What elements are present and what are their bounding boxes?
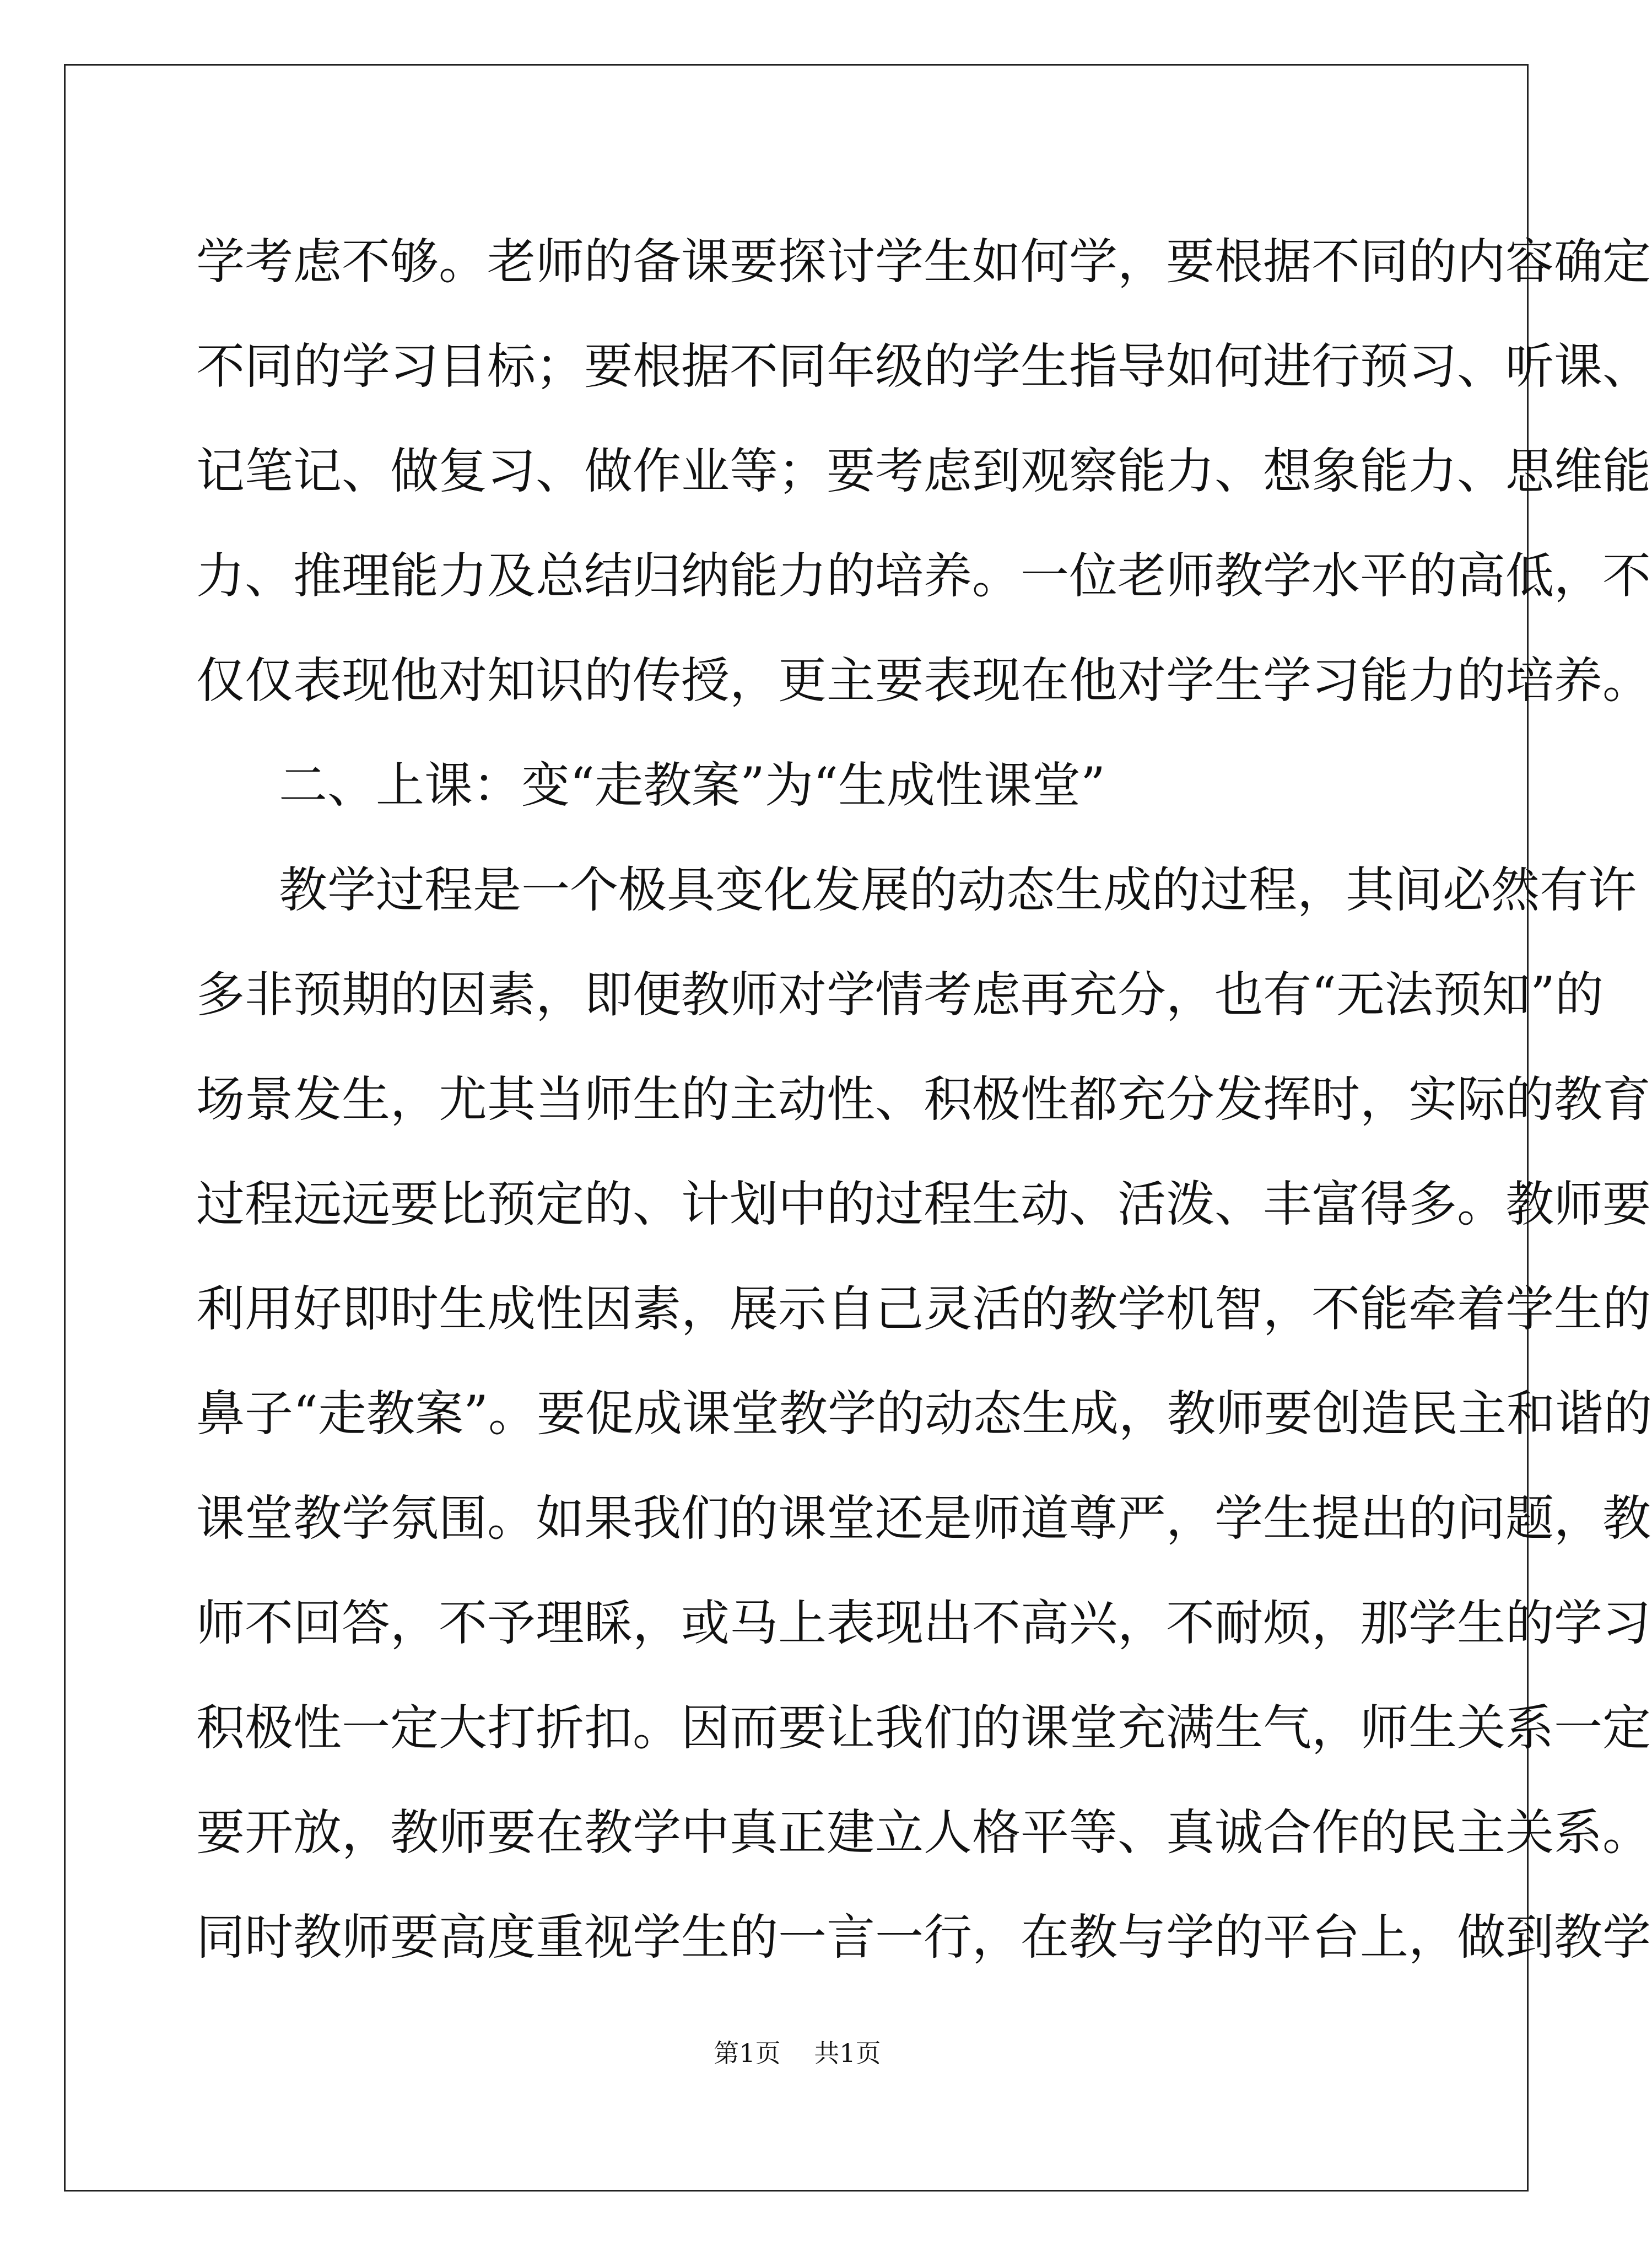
text-line: 力、推理能力及总结归纳能力的培养。一位老师教学水平的高低，不 — [196, 547, 1651, 604]
text-line: 鼻子“走教案”。要促成课堂教学的动态生成，教师要创造民主和谐的 — [196, 1385, 1652, 1442]
text-line: 积极性一定大打折扣。因而要让我们的课堂充满生气，师生关系一定 — [196, 1699, 1651, 1756]
text-line: 场景发生，尤其当师生的主动性、积极性都充分发挥时，实际的教育 — [196, 1071, 1651, 1128]
page-number-total: 共1页 — [814, 2038, 881, 2068]
text-line: 同时教师要高度重视学生的一言一行，在教与学的平台上，做到教学 — [196, 1909, 1651, 1966]
page-footer — [0, 2037, 1595, 2070]
document-body — [196, 209, 1652, 1990]
text-line: 学考虑不够。老师的备课要探讨学生如何学，要根据不同的内容确定 — [196, 233, 1651, 290]
text-line: 过程远远要比预定的、计划中的过程生动、活泼、丰富得多。教师要 — [196, 1176, 1651, 1232]
text-line: 不同的学习目标；要根据不同年级的学生指导如何进行预习、听课、 — [196, 338, 1651, 395]
page-number-current: 第1页 — [714, 2038, 781, 2068]
text-line: 师不回答，不予理睬，或马上表现出不高兴，不耐烦，那学生的学习 — [196, 1595, 1651, 1651]
text-line: 课堂教学氛围。如果我们的课堂还是师道尊严，学生提出的问题，教 — [196, 1490, 1651, 1547]
text-line: 仅仅表现他对知识的传授，更主要表现在他对学生学习能力的培养。 — [196, 652, 1651, 709]
text-line: 多非预期的因素，即便教师对学情考虑再充分，也有“无法预知”的 — [196, 966, 1604, 1023]
text-line: 教学过程是一个极具变化发展的动态生成的过程，其间必然有许 — [279, 862, 1637, 918]
section-heading: 二、上课：变“走教案”为“生成性课堂” — [279, 757, 1105, 814]
text-line: 利用好即时生成性因素，展示自己灵活的教学机智，不能牵着学生的 — [196, 1280, 1651, 1337]
text-line: 记笔记、做复习、做作业等；要考虑到观察能力、想象能力、思维能 — [196, 443, 1651, 499]
text-line: 要开放，教师要在教学中真正建立人格平等、真诚合作的民主关系。 — [196, 1804, 1651, 1861]
